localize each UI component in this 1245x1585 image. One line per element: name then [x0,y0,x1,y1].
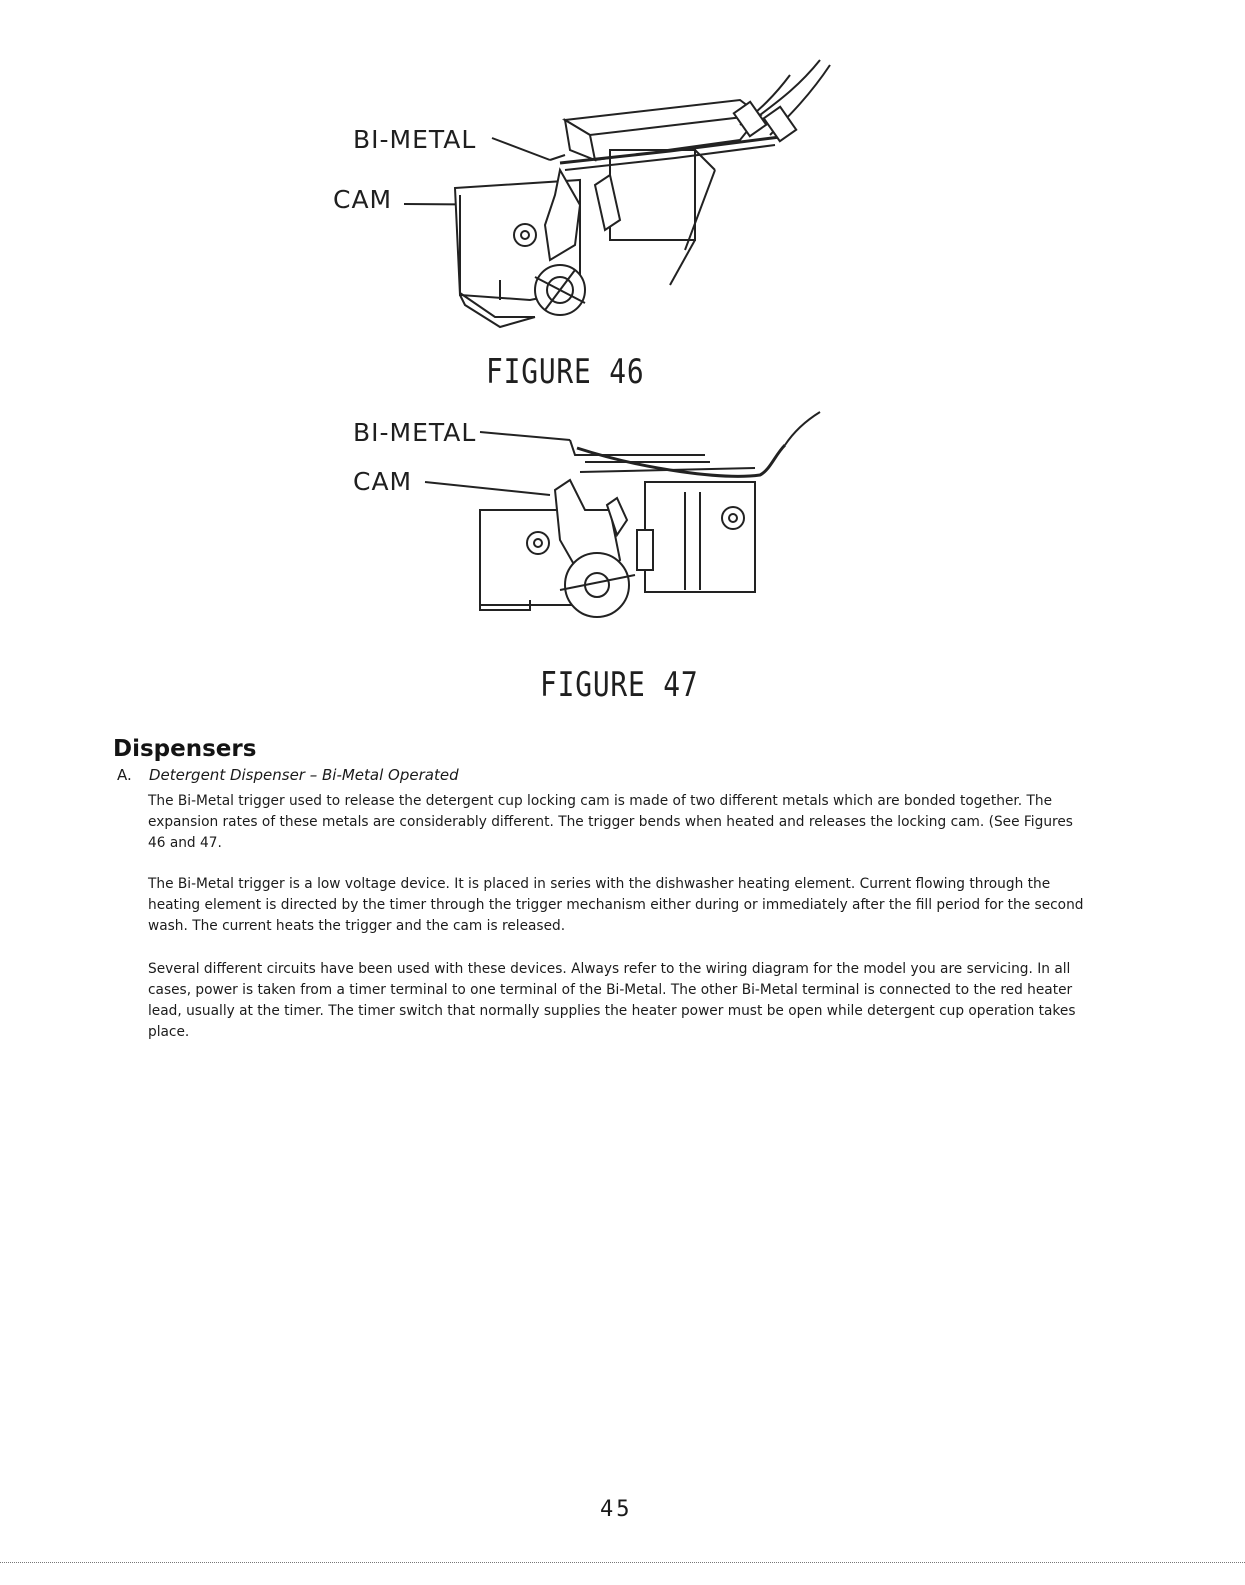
figure-46-bimetal-mechanism-illustration [320,55,840,345]
figure-47-caption: FIGURE 47 [540,665,699,705]
figure-47-cam-label: CAM [353,467,413,496]
bottom-rule [0,1562,1245,1563]
section-title: Dispensers [113,736,257,762]
paragraph-3: Several different circuits have been used with these devices. Always refer to the wiring diagram for the model you are servicing. In all cases, power is taken from a timer terminal to one terminal of the Bi-Metal. The other Bi-Metal terminal is connected to the red heater lead, usually at the timer. The timer switch that normally supplies the heater power must be open while detergent cup operation takes place. [148,961,1076,1040]
figure-47 [345,410,845,630]
figure-46 [320,55,840,345]
subsection-letter: A. [117,766,132,784]
figure-47-bimetal-mechanism-illustration [345,410,845,630]
figure-46-bimetal-label: BI-METAL [353,125,477,154]
subsection-title: Detergent Dispenser – Bi-Metal Operated [149,766,459,784]
figure-46-cam-label: CAM [333,185,393,214]
page-number: 45 [600,1497,633,1522]
figure-47-bimetal-label: BI-METAL [353,418,477,447]
figure-46-caption: FIGURE 46 [486,352,645,392]
paragraph-1: The Bi-Metal trigger used to release the detergent cup locking cam is made of two different metals which are bonded together. The expansion rates of these metals are considerably different. The trigger bends when heated and releases the locking cam. (See Figures 46 and 47. [148,793,1073,851]
subsection-heading [117,766,459,784]
paragraph-2: The Bi-Metal trigger is a low voltage device. It is placed in series with the dishwasher heating element. Current flowing through the heating element is directed by the timer through the trigger mechanism either during or immediately after the fill period for the second wash. The current heats the trigger and the cam is released. [148,876,1084,934]
